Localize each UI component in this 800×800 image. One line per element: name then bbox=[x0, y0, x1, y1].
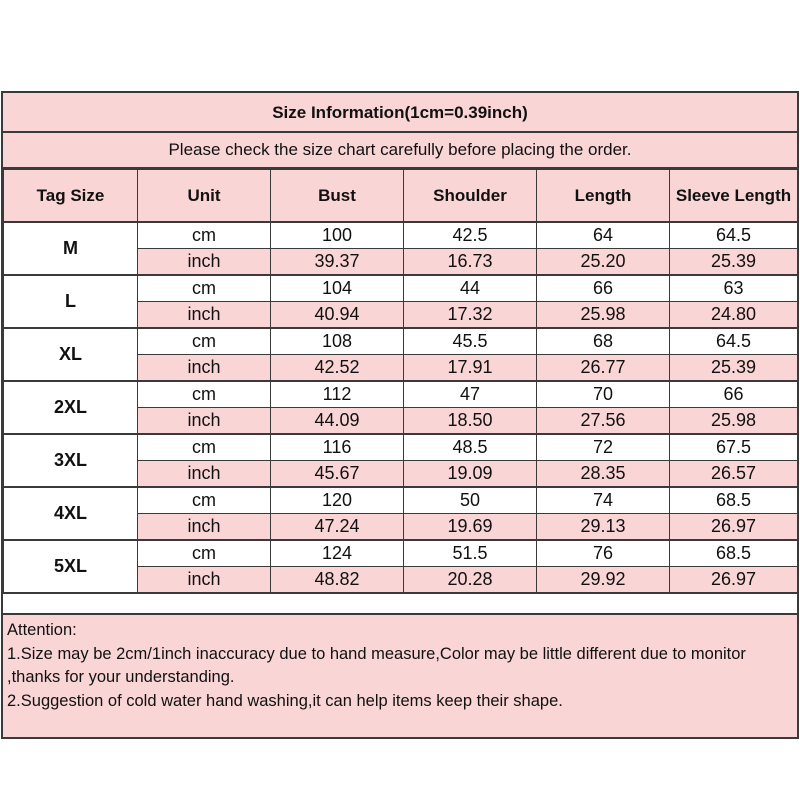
length-cell: 29.13 bbox=[537, 514, 670, 541]
unit-cell: cm bbox=[138, 487, 271, 514]
unit-cell: inch bbox=[138, 514, 271, 541]
column-header-tag-size: Tag Size bbox=[4, 170, 138, 223]
bust-cell: 124 bbox=[271, 540, 404, 567]
table-row bbox=[4, 540, 798, 567]
size-table bbox=[3, 169, 798, 594]
unit-cell: cm bbox=[138, 328, 271, 355]
bust-cell: 48.82 bbox=[271, 567, 404, 594]
sleeve-cell: 64.5 bbox=[670, 328, 798, 355]
length-cell: 64 bbox=[537, 222, 670, 249]
bottom-margin bbox=[0, 739, 800, 800]
sleeve-cell: 24.80 bbox=[670, 302, 798, 329]
unit-cell: inch bbox=[138, 249, 271, 276]
table-row bbox=[4, 328, 798, 355]
sleeve-cell: 25.39 bbox=[670, 249, 798, 276]
bust-cell: 120 bbox=[271, 487, 404, 514]
length-cell: 28.35 bbox=[537, 461, 670, 488]
shoulder-cell: 42.5 bbox=[404, 222, 537, 249]
table-row bbox=[4, 222, 798, 249]
shoulder-cell: 20.28 bbox=[404, 567, 537, 594]
attention-note-2: 2.Suggestion of cold water hand washing,it can help items keep their shape. bbox=[7, 691, 563, 710]
bust-cell: 45.67 bbox=[271, 461, 404, 488]
unit-cell: inch bbox=[138, 355, 271, 382]
tag-size-cell: L bbox=[4, 275, 138, 328]
sleeve-cell: 26.97 bbox=[670, 567, 798, 594]
bust-cell: 42.52 bbox=[271, 355, 404, 382]
column-header-unit: Unit bbox=[138, 170, 271, 223]
sleeve-cell: 66 bbox=[670, 381, 798, 408]
shoulder-cell: 19.09 bbox=[404, 461, 537, 488]
length-cell: 76 bbox=[537, 540, 670, 567]
column-header-sleeve-length: Sleeve Length bbox=[670, 170, 798, 223]
length-cell: 70 bbox=[537, 381, 670, 408]
table-header-row bbox=[4, 170, 798, 223]
sleeve-cell: 63 bbox=[670, 275, 798, 302]
sleeve-cell: 25.39 bbox=[670, 355, 798, 382]
bust-cell: 112 bbox=[271, 381, 404, 408]
unit-cell: inch bbox=[138, 408, 271, 435]
top-margin bbox=[0, 0, 800, 91]
table-row bbox=[4, 275, 798, 302]
unit-cell: cm bbox=[138, 222, 271, 249]
unit-cell: inch bbox=[138, 567, 271, 594]
sleeve-cell: 25.98 bbox=[670, 408, 798, 435]
chart-title: Size Information(1cm=0.39inch) bbox=[3, 93, 797, 133]
table-row bbox=[4, 381, 798, 408]
tag-size-cell: 5XL bbox=[4, 540, 138, 593]
attention-heading: Attention: bbox=[7, 621, 77, 639]
shoulder-cell: 44 bbox=[404, 275, 537, 302]
tag-size-cell: 2XL bbox=[4, 381, 138, 434]
table-row bbox=[4, 434, 798, 461]
shoulder-cell: 48.5 bbox=[404, 434, 537, 461]
table-row bbox=[4, 487, 798, 514]
sleeve-cell: 64.5 bbox=[670, 222, 798, 249]
length-cell: 27.56 bbox=[537, 408, 670, 435]
shoulder-cell: 16.73 bbox=[404, 249, 537, 276]
bust-cell: 47.24 bbox=[271, 514, 404, 541]
length-cell: 74 bbox=[537, 487, 670, 514]
tag-size-cell: XL bbox=[4, 328, 138, 381]
sleeve-cell: 26.97 bbox=[670, 514, 798, 541]
chart-subtitle: Please check the size chart carefully before placing the order. bbox=[3, 133, 797, 169]
column-header-length: Length bbox=[537, 170, 670, 223]
attention-note-1: 1.Size may be 2cm/1inch inaccuracy due to hand measure,Color may be little different due to monitor ,thanks for your understanding. bbox=[7, 644, 746, 686]
attention-notes bbox=[3, 613, 797, 737]
bust-cell: 44.09 bbox=[271, 408, 404, 435]
shoulder-cell: 18.50 bbox=[404, 408, 537, 435]
column-header-shoulder: Shoulder bbox=[404, 170, 537, 223]
length-cell: 72 bbox=[537, 434, 670, 461]
length-cell: 29.92 bbox=[537, 567, 670, 594]
length-cell: 66 bbox=[537, 275, 670, 302]
length-cell: 25.20 bbox=[537, 249, 670, 276]
shoulder-cell: 51.5 bbox=[404, 540, 537, 567]
bust-cell: 104 bbox=[271, 275, 404, 302]
tag-size-cell: 4XL bbox=[4, 487, 138, 540]
unit-cell: cm bbox=[138, 275, 271, 302]
sleeve-cell: 67.5 bbox=[670, 434, 798, 461]
column-header-bust: Bust bbox=[271, 170, 404, 223]
unit-cell: cm bbox=[138, 434, 271, 461]
bust-cell: 108 bbox=[271, 328, 404, 355]
bust-cell: 116 bbox=[271, 434, 404, 461]
shoulder-cell: 45.5 bbox=[404, 328, 537, 355]
sleeve-cell: 26.57 bbox=[670, 461, 798, 488]
shoulder-cell: 17.32 bbox=[404, 302, 537, 329]
shoulder-cell: 47 bbox=[404, 381, 537, 408]
tag-size-cell: M bbox=[4, 222, 138, 275]
shoulder-cell: 19.69 bbox=[404, 514, 537, 541]
unit-cell: cm bbox=[138, 381, 271, 408]
length-cell: 26.77 bbox=[537, 355, 670, 382]
size-chart bbox=[1, 91, 799, 739]
tag-size-cell: 3XL bbox=[4, 434, 138, 487]
unit-cell: inch bbox=[138, 461, 271, 488]
shoulder-cell: 17.91 bbox=[404, 355, 537, 382]
unit-cell: cm bbox=[138, 540, 271, 567]
bust-cell: 100 bbox=[271, 222, 404, 249]
sleeve-cell: 68.5 bbox=[670, 540, 798, 567]
length-cell: 25.98 bbox=[537, 302, 670, 329]
shoulder-cell: 50 bbox=[404, 487, 537, 514]
length-cell: 68 bbox=[537, 328, 670, 355]
unit-cell: inch bbox=[138, 302, 271, 329]
bust-cell: 39.37 bbox=[271, 249, 404, 276]
bust-cell: 40.94 bbox=[271, 302, 404, 329]
sleeve-cell: 68.5 bbox=[670, 487, 798, 514]
